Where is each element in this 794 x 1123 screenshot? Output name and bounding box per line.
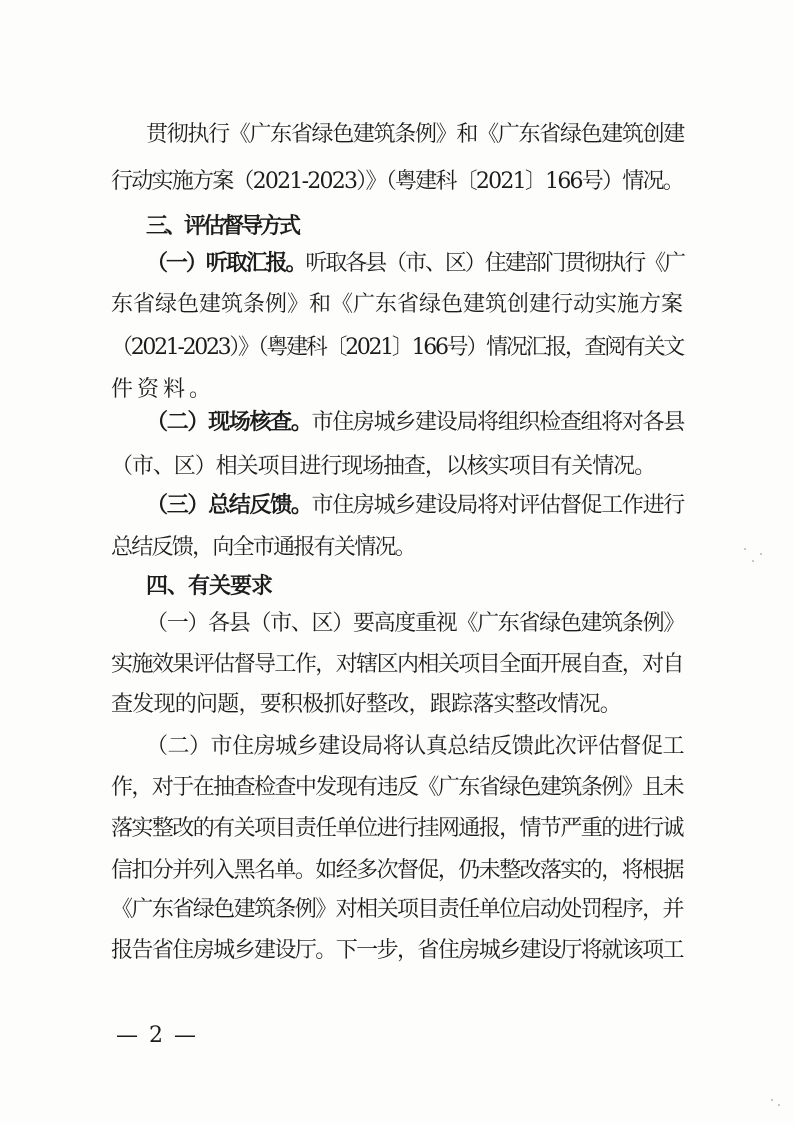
text-run: 行动实施方案（2021-2023）》（粤建科〔2021〕166号）情况。 <box>111 169 683 194</box>
emphasis-text: 四、有关要求 <box>146 574 272 599</box>
body-text-line <box>0 895 794 925</box>
emphasis-text: 三、评估督导方式 <box>146 214 298 239</box>
scan-speck <box>778 1104 780 1106</box>
body-text-line <box>0 609 794 639</box>
scan-speck <box>771 1099 773 1101</box>
text-run: 市住房城乡建设局将对评估督促工作进行 <box>311 493 684 518</box>
body-text-line <box>0 249 794 279</box>
body-text-line <box>0 333 794 363</box>
body-text-line <box>0 650 794 680</box>
scan-speck <box>752 560 754 562</box>
body-text-line <box>0 120 794 150</box>
body-text-line <box>0 856 794 886</box>
text-run: 总结反馈，向全市通报有关情况。 <box>111 535 415 560</box>
body-text-line <box>0 375 794 405</box>
text-run: 落实整改的有关项目责任单位进行挂网通报，情节严重的进行诚 <box>111 816 683 841</box>
body-text-line <box>0 936 794 966</box>
body-text-line <box>0 167 794 197</box>
text-run: 信扣分并列入黑名单。如经多次督促，仍未整改落实的，将根据 <box>111 858 683 883</box>
body-text-line <box>0 732 794 762</box>
emphasis-text: （二）现场核查。 <box>146 410 312 435</box>
body-text-line <box>0 452 794 482</box>
text-run: 件资料。 <box>111 377 215 402</box>
body-text-line <box>0 290 794 320</box>
body-text-line <box>0 533 794 563</box>
text-run: 《广东省绿色建筑条例》对相关项目责任单位启动处罚程序，并 <box>111 897 683 922</box>
text-run: （二）市住房城乡建设局将认真总结反馈此次评估督促工 <box>146 734 684 759</box>
text-run: 报告省住房城乡建设厅。下一步，省住房城乡建设厅将就该项工 <box>111 938 683 963</box>
text-run: （市、区）相关项目进行现场抽查，以核实项目有关情况。 <box>111 454 655 479</box>
section-heading <box>0 572 794 602</box>
section-heading <box>0 212 794 242</box>
emphasis-text: （三）总结反馈。 <box>146 493 312 518</box>
text-run: 东省绿色建筑条例》和《广东省绿色建筑创建行动实施方案 <box>111 292 683 317</box>
page-number: — 2 — <box>116 1023 198 1048</box>
body-text-line <box>0 491 794 521</box>
body-text-line <box>0 408 794 438</box>
text-run: 作，对于在抽查检查中发现有违反《广东省绿色建筑条例》且未 <box>111 775 683 800</box>
text-run: 贯彻执行《广东省绿色建筑条例》和《广东省绿色建筑创建 <box>146 122 684 147</box>
text-run: 查发现的问题，要积极抓好整改，跟踪落实整改情况。 <box>111 692 621 717</box>
text-run: （2021-2023）》（粤建科〔2021〕166号）情况汇报，查阅有关文 <box>111 335 683 360</box>
scan-speck <box>760 553 762 555</box>
text-run: （一）各县（市、区）要高度重视《广东省绿色建筑条例》 <box>146 611 684 636</box>
text-run: 市住房城乡建设局将组织检查组将对各县 <box>311 410 684 435</box>
scan-speck <box>744 548 746 550</box>
emphasis-text: （一）听取汇报。 <box>146 251 306 276</box>
text-run: 实施效果评估督导工作，对辖区内相关项目全面开展自查，对自 <box>111 652 683 677</box>
body-text-line <box>0 690 794 720</box>
text-run: 听取各县（市、区）住建部门贯彻执行《广 <box>305 251 684 276</box>
body-text-line <box>0 773 794 803</box>
body-text-line <box>0 814 794 844</box>
